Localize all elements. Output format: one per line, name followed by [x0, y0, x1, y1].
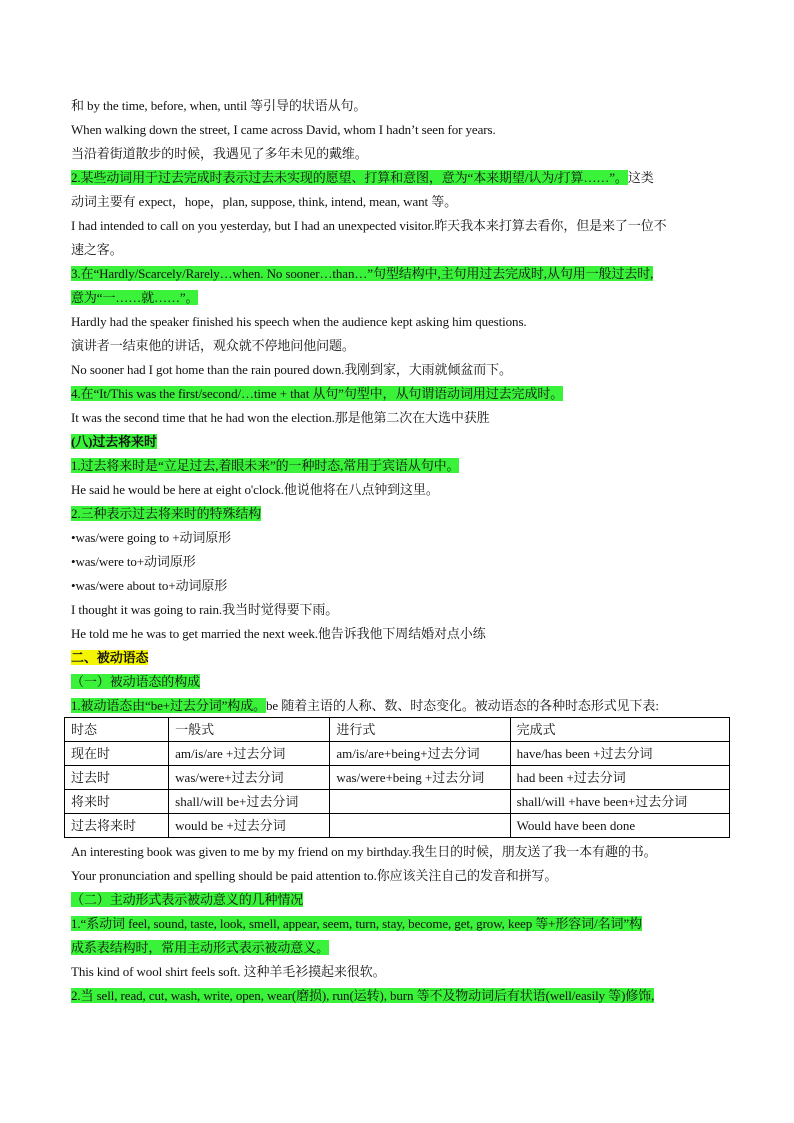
text-line: Your pronunciation and spelling should be paid attention to.你应该关注自己的发音和拼写。	[71, 868, 558, 883]
text-line: An interesting book was given to me by my friend on my birthday.我生日的时候，朋友送了我一本有趣的书。	[71, 844, 657, 859]
subsection-heading: （一）被动语态的构成	[71, 674, 201, 689]
passive-tense-table	[64, 717, 730, 838]
table-row	[65, 766, 730, 790]
text-line: 成系表结构时，常用主动形式表示被动意义。	[71, 940, 330, 955]
section-heading: 二、被动语态	[71, 650, 149, 665]
table-cell: would be +过去分词	[169, 814, 330, 838]
table-header-cell: 完成式	[510, 718, 729, 742]
table-header-cell: 进行式	[330, 718, 510, 742]
text-line: 2.三种表示过去将来时的特殊结构	[71, 506, 262, 521]
text-line: 4.在“It/This was the first/second/…time + that 从句”句型中，从句谓语动词用过去完成时。	[71, 386, 564, 401]
table-cell: Would have been done	[510, 814, 729, 838]
text-line: He told me he was to get married the next week.他告诉我他下周结婚对点小练	[71, 626, 486, 641]
text-line: No sooner had I got home than the rain poured down.我刚到家，大雨就倾盆而下。	[71, 362, 512, 377]
subsection-heading: （二）主动形式表示被动意义的几种情况	[71, 892, 304, 907]
text-line: 和 by the time, before, when, until 等引导的状语从句。	[71, 98, 367, 113]
table-cell: 过去将来时	[65, 814, 169, 838]
text-line: 1.过去将来时是“立足过去,着眼未来”的一种时态,常用于宾语从句中。	[71, 458, 460, 473]
table-cell: am/is/are +过去分词	[169, 742, 330, 766]
table-cell: 将来时	[65, 790, 169, 814]
text-line: He said he would be here at eight o'clock.他说他将在八点钟到这里。	[71, 482, 439, 497]
text-line: When walking down the street, I came across David, whom I hadn’t seen for years.	[71, 122, 496, 137]
table-cell	[330, 790, 510, 814]
table-cell: 现在时	[65, 742, 169, 766]
table-cell: shall/will be+过去分词	[169, 790, 330, 814]
list-item: •was/were about to+动词原形	[71, 578, 228, 593]
section-heading: (八)过去将来时	[71, 434, 157, 449]
text-line: I thought it was going to rain.我当时觉得要下雨。	[71, 602, 339, 617]
table-cell: have/has been +过去分词	[510, 742, 729, 766]
table-cell: was/were+过去分词	[169, 766, 330, 790]
table-cell: had been +过去分词	[510, 766, 729, 790]
text-line: 2.当 sell, read, cut, wash, write, open, wear(磨损), run(运转), burn 等不及物动词后有状语(well/easily 等)修饰,	[71, 988, 655, 1003]
table-cell	[330, 814, 510, 838]
table-row	[65, 790, 730, 814]
table-header-cell: 一般式	[169, 718, 330, 742]
text-line: It was the second time that he had won the election.那是他第二次在大选中获胜	[71, 410, 490, 425]
text-line: 速之客。	[71, 242, 123, 257]
text-line: 意为“一……就……”。	[71, 290, 199, 305]
text-line: 当沿着街道散步的时候，我遇见了多年未见的戴维。	[71, 146, 368, 161]
list-item: •was/were to+动词原形	[71, 554, 196, 569]
table-cell: am/is/are+being+过去分词	[330, 742, 510, 766]
table-cell: was/were+being +过去分词	[330, 766, 510, 790]
table-row	[65, 718, 730, 742]
table-row	[65, 742, 730, 766]
text-line: Hardly had the speaker finished his speech when the audience kept asking him questions.	[71, 314, 527, 329]
table-cell: shall/will +have been+过去分词	[510, 790, 729, 814]
list-item: •was/were going to +动词原形	[71, 530, 232, 545]
text-line: This kind of wool shirt feels soft. 这种羊毛衫摸起来很软。	[71, 964, 386, 979]
text-line: 3.在“Hardly/Scarcely/Rarely…when. No sooner…than…”句型结构中,主句用过去完成时,从句用一般过去时,	[71, 266, 654, 281]
text-line: 演讲者一结束他的讲话，观众就不停地问他问题。	[71, 338, 355, 353]
table-row	[65, 814, 730, 838]
text-line: I had intended to call on you yesterday, but I had an unexpected visitor.昨天我本来打算去看你，但是来了一位不	[71, 218, 667, 233]
text-line: 1.被动语态由“be+过去分词”构成。be 随着主语的人称、数、时态变化。被动语态的各种时态形式见下表:	[71, 698, 659, 713]
text-line: 2.某些动词用于过去完成时表示过去未实现的愿望、打算和意图，意为“本来期望/认为/打算……”。这类	[71, 170, 654, 185]
text-line: 1.“系动词 feel, sound, taste, look, smell, appear, seem, turn, stay, become, get, grow, keep 等+形容词/名词”构	[71, 916, 642, 931]
text-line: 动词主要有 expect，hope，plan, suppose, think, intend, mean, want 等。	[71, 194, 458, 209]
table-header-cell: 时态	[65, 718, 169, 742]
table-cell: 过去时	[65, 766, 169, 790]
